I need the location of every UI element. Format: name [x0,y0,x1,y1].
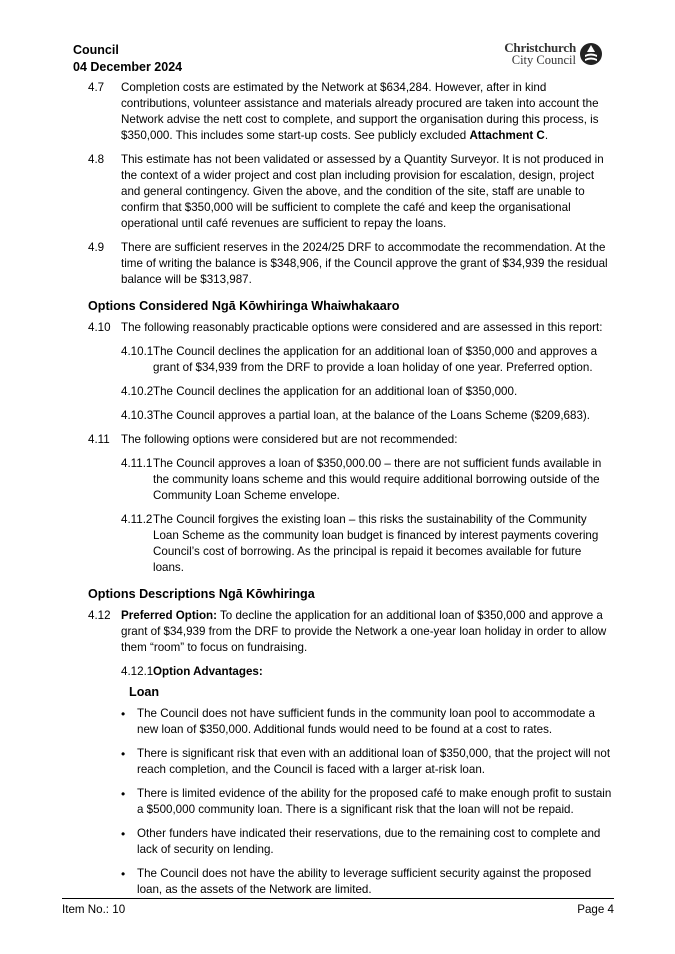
subparagraph-4-10-2: 4.10.2 The Council declines the application for an additional loan of $350,000. [121,385,518,398]
heading-options-considered: Options Considered Ngā Kōwhiringa Whaiwhakaaro [88,299,400,313]
subparagraph-4-11-2: 4.11.2 The Council forgives the existing loan – this risks the sustainability of the Community Loan Scheme as the community loan budget is financed by interest payments covering Council’s cost of borrowing. As the principal is repaid it becomes available for future loans. [121,513,599,574]
logo-line2: City Council [511,53,576,67]
list-item: • Other funders have indicated their reservations, due to the remaining cost to complete and lack of security on lending. [121,826,613,858]
list-item: • There is limited evidence of the ability for the proposed café to make enough profit to sustain a $500,000 community loan. There is a significant risk that the loan will not be repaid. [121,786,613,818]
footer-item-number: Item No.: 10 [62,903,126,916]
logo-line1: Christchurch [504,40,576,55]
footer-page-number: Page 4 [577,903,614,916]
paragraph-4-9: 4.9 There are sufficient reserves in the 2024/25 DRF to accommodate the recommendation. At the time of writing the balance is $348,906, if the Council approve the grant of $34,939 the residual balance will be $313,987. [88,241,608,286]
paragraph-4-10: 4.10 The following reasonably practicable options were considered and are assessed in this report: [88,321,603,334]
cathedral-logo-icon [579,42,603,66]
header-date: 04 December 2024 [73,60,183,74]
list-item: • The Council does not have the ability to leverage sufficient security against the proposed loan, as the assets of the Network are limited. [121,866,613,898]
list-item: • The Council does not have sufficient funds in the community loan pool to accommodate a new loan of $350,000. Additional funds would need to be found at a cost to rates. [121,706,613,738]
document-body [88,80,613,906]
heading-options-descriptions: Options Descriptions Ngā Kōwhiringa [88,587,315,601]
page-header [73,42,603,78]
heading-loan: Loan [129,685,160,699]
paragraph-4-11: 4.11 The following options were considered but are not recommended: [88,433,458,446]
subparagraph-4-12-1: 4.12.1 Option Advantages: [121,665,263,678]
paragraph-4-8: 4.8 This estimate has not been validated or assessed by a Quantity Surveyor. It is not produced in the context of a wider project and cost plan including provision for escalation, design, project and general contingency. Given the above, and the condition of the site, staff are unable to confirm that $350,000 will be sufficient to complete the café and keep the organisational operational until café revenues are sufficient to repay the loans. [88,153,604,230]
subparagraph-4-10-3: 4.10.3 The Council approves a partial loan, at the balance of the Loans Scheme ($209,683). [121,409,590,422]
page-footer [62,898,614,918]
paragraph-4-12: 4.12 Preferred Option: To decline the application for an additional loan of $350,000 and approve a grant of $34,939 from the DRF to provide the Network a one-year loan holiday in order to allow them “room” to focus on fundraising. [88,609,607,654]
advantages-list [121,706,613,898]
list-item: • There is significant risk that even with an additional loan of $350,000, that the project will not reach completion, and the Council is faced with a larger at-risk loan. [121,746,613,778]
paragraph-4-7: 4.7 Completion costs are estimated by the Network at $634,284. However, after in kind contributions, volunteer assistance and materials already procured are taken into account the Network advise the nett cost to complete, and support the organisation during this process, is $350,000. This includes some start-up costs. See publicly excluded Attachment C. [88,81,599,142]
subparagraph-4-11-1: 4.11.1 The Council approves a loan of $350,000.00 – there are not sufficient funds available in the community loans scheme and this would require additional borrowing outside of the Community Loan Scheme envelope. [121,457,602,502]
council-logo [504,42,603,66]
header-council: Council [73,43,119,57]
subparagraph-4-10-1: 4.10.1 The Council declines the application for an additional loan of $350,000 and approves a grant of $34,939 from the DRF to provide a loan holiday of one year. Preferred option. [121,345,598,374]
